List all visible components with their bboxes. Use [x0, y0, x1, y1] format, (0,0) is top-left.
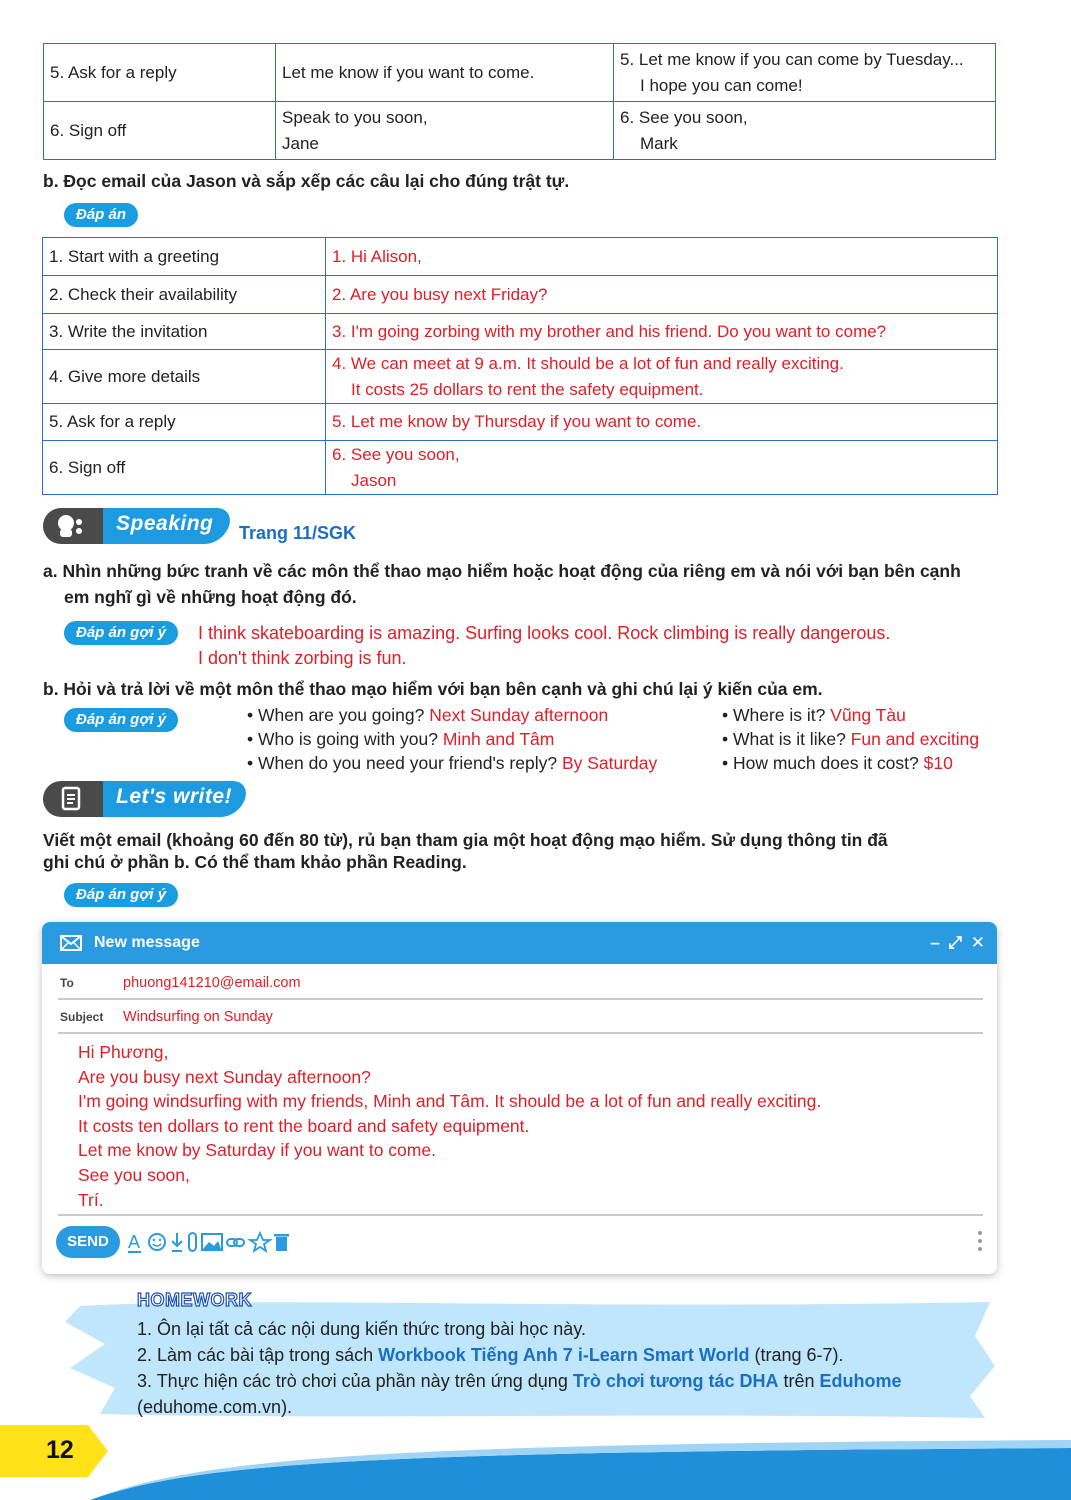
email-to-row[interactable] [58, 966, 983, 1000]
section-b-title: b. Đọc email của Jason và sắp xếp các câu lại cho đúng trật tự. [43, 171, 570, 191]
image-icon [202, 1234, 222, 1250]
speaking-a-answer-2: I don't think zorbing is fun. [198, 648, 407, 668]
suggested-answer-pill: Đáp án gợi ý [64, 621, 178, 645]
bullet-item: • Where is it? Vũng Tàu [722, 705, 906, 725]
homework-item: 2. Làm các bài tập trong sách Workbook Tiếng Anh 7 i-Learn Smart World (trang 6-7). [137, 1345, 844, 1365]
bullet-item: • When are you going? Next Sunday afternoon [247, 705, 609, 725]
order-right: 4. We can meet at 9 a.m. It should be a lot of fun and really exciting. It costs 25 dollars to rent the safety equipment. [326, 350, 998, 404]
table-top-cell: Speak to you soon, Jane [276, 102, 614, 160]
order-left: 4. Give more details [43, 350, 326, 404]
svg-text:A: A [128, 1232, 141, 1252]
window-controls[interactable]: – ⤢ ✕ [930, 933, 987, 952]
bullet-list-left [247, 703, 657, 775]
write-title: Viết một email (khoảng 60 đến 80 từ), rủ bạn tham gia một hoạt động mạo hiểm. Sử dụng thông tin đã [43, 830, 888, 850]
order-left: 1. Start with a greeting [43, 238, 326, 276]
homework-list [137, 1316, 902, 1420]
table-order [42, 237, 998, 495]
order-left: 3. Write the invitation [43, 314, 326, 350]
attachment-icon [189, 1233, 196, 1251]
table-top-cell: 5. Let me know if you can come by Tuesday... I hope you can come! [614, 44, 996, 102]
bullet-item: • How much does it cost? $10 [722, 753, 953, 773]
speaking-icon [55, 513, 85, 539]
speaking-label: Speaking [116, 512, 214, 535]
format-text-icon [128, 1232, 141, 1252]
more-options-icon[interactable] [977, 1230, 983, 1252]
order-right: 1. Hi Alison, [326, 238, 998, 276]
emoji-icon [149, 1234, 165, 1250]
speaking-b-title: b. Hỏi và trả lời về một môn thể thao mạo hiểm với bạn bên cạnh và ghi chú lại ý kiến của em. [43, 679, 823, 699]
order-right: 3. I'm going zorbing with my brother and his friend. Do you want to come? [326, 314, 998, 350]
table-top-cell: 6. See you soon, Mark [614, 102, 996, 160]
email-toolbar [128, 1230, 308, 1254]
speaking-a-title-2: em nghĩ gì về những hoạt động đó. [64, 587, 357, 607]
download-icon [172, 1233, 182, 1251]
order-left: 5. Ask for a reply [43, 404, 326, 441]
email-header-title: New message [94, 934, 200, 951]
trash-icon [274, 1234, 289, 1251]
page-number: 12 [46, 1436, 74, 1464]
homework-item: 3. Thực hiện các trò chơi của phần này trên ứng dụng Trò chơi tương tác DHA trên Eduhome [137, 1371, 902, 1391]
table-top-cell: Let me know if you want to come. [276, 44, 614, 102]
bullet-list-right [722, 703, 979, 775]
suggested-answer-pill: Đáp án gợi ý [64, 708, 178, 732]
table-top-cell: 5. Ask for a reply [44, 44, 276, 102]
envelope-icon [60, 935, 82, 951]
order-right: 5. Let me know by Thursday if you want to come. [326, 404, 998, 441]
order-left: 6. Sign off [43, 441, 326, 495]
document-icon [59, 786, 85, 812]
email-header [42, 922, 997, 964]
homework-item-cont: (eduhome.com.vn). [137, 1397, 293, 1417]
star-icon [250, 1233, 270, 1251]
order-right: 2. Are you busy next Friday? [326, 276, 998, 314]
speaking-banner [43, 508, 233, 544]
speaking-page-ref: Trang 11/SGK [239, 523, 357, 543]
table-top [43, 43, 996, 160]
send-button[interactable]: SEND [56, 1226, 120, 1258]
email-to-value[interactable]: phuong141210@email.com [123, 975, 301, 991]
homework-title: HOMEWORK [137, 1290, 252, 1310]
email-subject-value[interactable]: Windsurfing on Sunday [123, 1009, 273, 1025]
email-to-label: To [60, 976, 74, 990]
bullet-item: • Who is going with you? Minh and Tâm [247, 729, 555, 749]
bullet-item: • When do you need your friend's reply? By Saturday [247, 753, 658, 773]
order-left: 2. Check their availability [43, 276, 326, 314]
lets-write-banner [43, 781, 248, 817]
link-icon [227, 1239, 244, 1246]
bullet-item: • What is it like? Fun and exciting [722, 729, 980, 749]
email-body[interactable]: Hi Phương, Are you busy next Sunday afternoon? I'm going windsurfing with my friends, Minh and Tâm. It should be a lot of fun and really exciting. It costs ten dollars to rent the board and safety equipment. Let me know by Saturday if you want to come. See you soon, Trí. [78, 1042, 822, 1210]
footer-wave [0, 1420, 1071, 1500]
speaking-a-answer: I think skateboarding is amazing. Surfing looks cool. Rock climbing is really dangerous. [198, 623, 891, 643]
answer-pill: Đáp án [64, 203, 138, 227]
speaking-a-title: a. Nhìn những bức tranh về các môn thể thao mạo hiểm hoặc hoạt động của riêng em và nói với bạn bên cạnh [43, 561, 961, 581]
email-compose-window [42, 922, 997, 1274]
table-top-cell: 6. Sign off [44, 102, 276, 160]
email-subject-row[interactable] [58, 1000, 983, 1034]
lets-write-label: Let's write! [116, 785, 233, 808]
write-title-2: ghi chú ở phần b. Có thể tham khảo phần Reading. [43, 852, 467, 872]
suggested-answer-pill: Đáp án gợi ý [64, 883, 178, 907]
order-right: 6. See you soon, Jason [326, 441, 998, 495]
homework-item: 1. Ôn lại tất cả các nội dung kiến thức trong bài học này. [137, 1319, 586, 1339]
email-subject-label: Subject [60, 1010, 104, 1024]
